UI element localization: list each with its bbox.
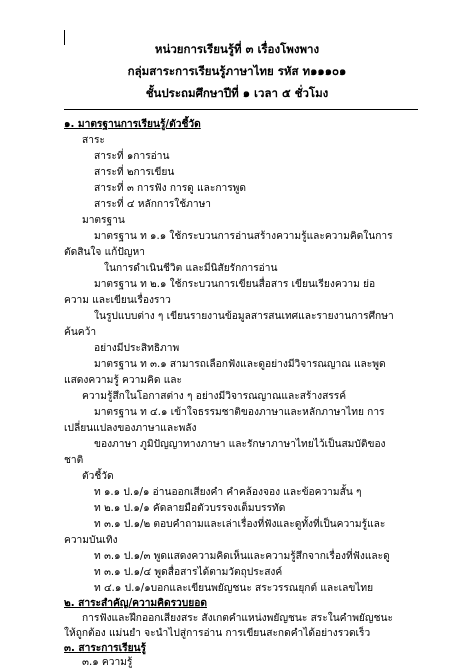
subject-line: กลุ่มสาระการเรียนรู้ภาษาไทย รหัส ท๑๑๑๐๑: [127, 64, 347, 78]
standard-line: ตัดสินใจ แก้ปัญหา: [64, 247, 145, 258]
header-divider: [64, 109, 418, 110]
standard-line: ในการดำเนินชีวิต และมีนิสัยรักการอ่าน: [104, 263, 278, 274]
sara-item: สาระที่ ๑การอ่าน: [94, 151, 170, 162]
standard-line: ชาติ: [64, 455, 84, 466]
standard-line: ความรู้สึกในโอกาสต่าง ๆ อย่างมีวิจารณญาณและสร้างสรรค์: [82, 391, 347, 402]
sara-label: สาระ: [82, 135, 105, 146]
standard-line: แสดงความรู้ ความคิด และ: [64, 375, 182, 386]
standard-line: มาตรฐาน ท ๑.๑ ใช้กระบวนการอ่านสร้างความรู้และความคิดในการ: [94, 231, 393, 242]
sara-item: สาระที่ ๒การเขียน: [94, 167, 175, 178]
indicator-line: ท ๑.๑ ป.๑/๑ อ่านออกเสียงคำ คำคล้องจอง และข้อความสั้น ๆ: [94, 487, 362, 498]
indicator-line: ความบันเทิง: [64, 535, 118, 546]
section-1-heading: ๑. มาตรฐานการเรียนรู้/ตัวชี้วัด: [64, 119, 201, 130]
standard-line: ค้นคว้า: [64, 327, 97, 338]
sara-item: สาระที่ ๔ หลักการใช้ภาษา: [94, 199, 212, 210]
standard-label: มาตรฐาน: [82, 215, 125, 226]
indicator-line: ท ๓.๑ ป.๑/๒ ตอบคำถามและเล่าเรื่องที่ฟังและดูทั้งที่เป็นความรู้และ: [94, 519, 386, 530]
standard-line: ของภาษา ภูมิปัญญาทางภาษา และรักษาภาษาไทยไว้เป็นสมบัติของ: [94, 439, 386, 450]
grade-time-line: ชั้นประถมศึกษาปีที่ ๑ เวลา ๕ ชั่วโมง: [145, 86, 329, 100]
sara-item: สาระที่ ๓ การฟัง การดู และการพูด: [94, 183, 247, 194]
standard-line: อย่างมีประสิทธิภาพ: [94, 343, 180, 354]
indicator-line: ท ๓.๑ ป.๑/๓ พูดแสดงความคิดเห็นและความรู้สึกจากเรื่องที่ฟังและดู: [94, 551, 390, 562]
section-2-heading: ๒. สาระสำคัญ/ความคิดรวบยอด: [64, 598, 207, 609]
indicator-label: ตัวชี้วัด: [82, 471, 114, 482]
standard-line: เปลี่ยนแปลงของภาษาและพลัง: [64, 423, 197, 434]
standard-line: มาตรฐาน ท ๔.๑ เข้าใจธรรมชาติของภาษาและหลักภาษาไทย การ: [94, 407, 385, 418]
standard-line: ในรูปแบบต่าง ๆ เขียนรายงานข้อมูลสารสนเทศและรายงานการศึกษา: [94, 311, 394, 322]
indicator-line: ท ๒.๑ ป.๑/๑ คัดลายมือตัวบรรจงเต็มบรรทัด: [94, 503, 286, 514]
indicator-line: ท ๓.๑ ป.๑/๔ พูดสื่อสารได้ตามวัตถุประสงค์: [94, 567, 283, 578]
concept-line: ให้ถูกต้อง แม่นยำ จะนำไปสู่การอ่าน การเขียนสะกดคำได้อย่างรวดเร็ว: [64, 628, 371, 639]
section-3-heading: ๓. สาระการเรียนรู้: [64, 643, 146, 654]
standard-line: มาตรฐาน ท ๒.๑ ใช้กระบวนการเขียนสื่อสาร เขียนเรียงความ ย่อ: [94, 279, 376, 290]
standard-line: ความ และเขียนเรื่องราว: [64, 295, 171, 306]
unit-title: หน่วยการเรียนรู้ที่ ๓ เรื่องโพงพาง: [154, 42, 320, 56]
content-item: ๓.๑ ความรู้: [82, 657, 133, 668]
concept-line: การฟังและฝึกออกเสียงสระ สังเกตคำแหน่งพยัญชนะ สระในคำพยัญชนะ: [82, 613, 393, 624]
standard-line: มาตรฐาน ท ๓.๑ สามารถเลือกฟังและดูอย่างมีวิจารณญาณ และพูด: [94, 359, 386, 370]
indicator-line: ท ๔.๑ ป.๑/๑บอกและเขียนพยัญชนะ สระวรรณยุกต์ และเลขไทย: [94, 583, 374, 594]
